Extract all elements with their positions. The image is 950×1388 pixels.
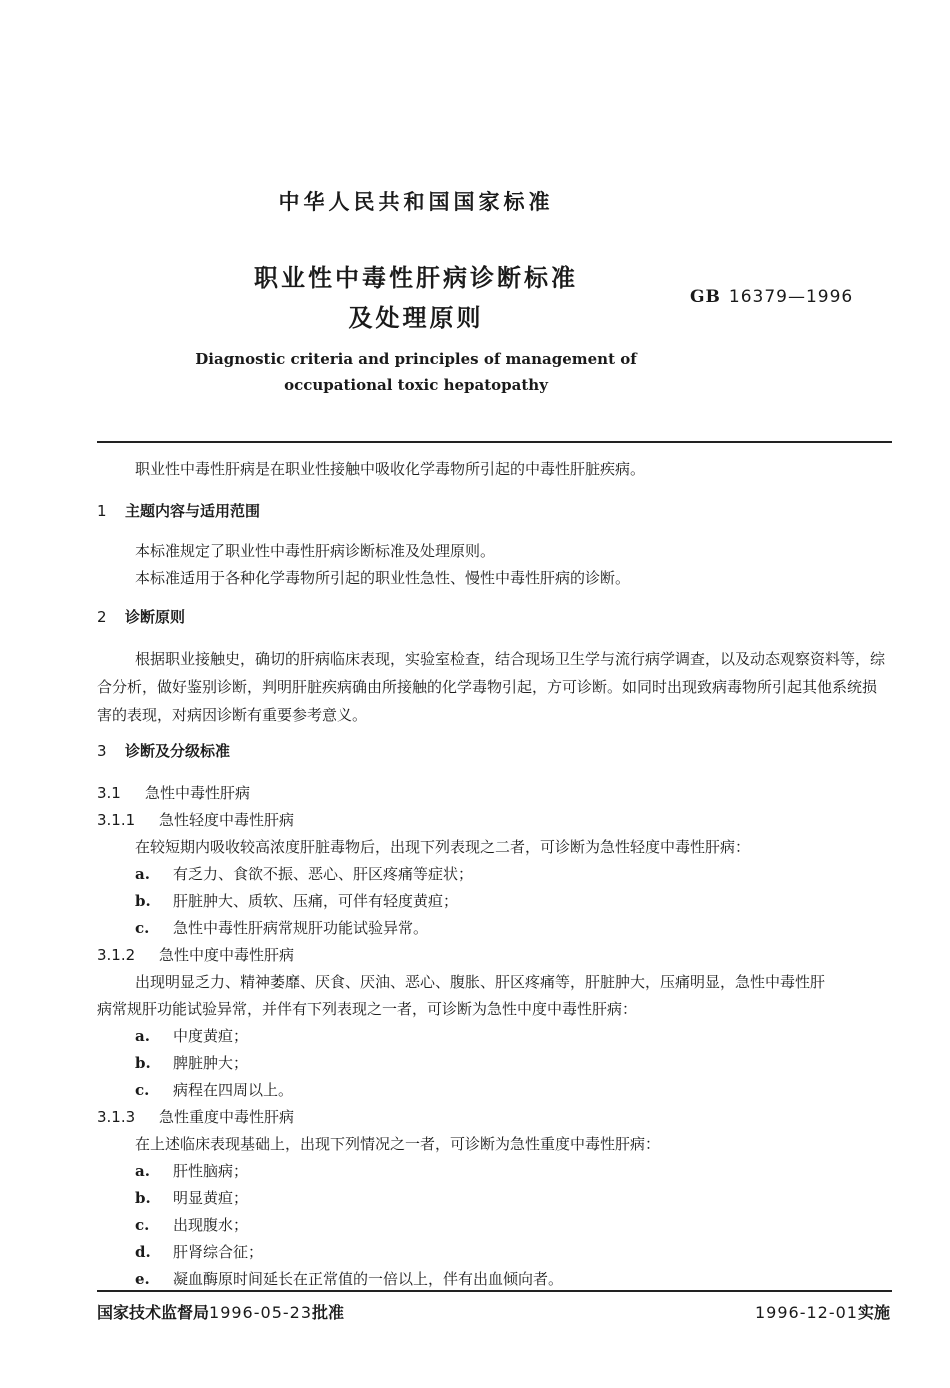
list-text: 肝脏肿大、质软、压痛，可伴有轻度黄疸； bbox=[173, 892, 459, 910]
section-3-1-2-lead-line2: 病常规肝功能试验异常，并伴有下列表现之一者，可诊断为急性中度中毒性肝病： bbox=[97, 1000, 638, 1018]
list-item bbox=[135, 1023, 248, 1050]
section-2-heading bbox=[97, 606, 185, 627]
section-3-number: 3 bbox=[97, 742, 107, 760]
section-1-title: 主题内容与适用范围 bbox=[125, 502, 261, 520]
section-3-1-1-heading bbox=[97, 807, 294, 834]
list-marker: b. bbox=[135, 892, 151, 910]
list-marker: e. bbox=[135, 1270, 150, 1288]
section-1-paragraph-2: 本标准适用于各种化学毒物所引起的职业性急性、慢性中毒性肝病的诊断。 bbox=[135, 569, 631, 587]
section-3-1-3-title: 急性重度中毒性肝病 bbox=[159, 1108, 295, 1126]
section-3-1-1-title: 急性轻度中毒性肝病 bbox=[159, 811, 295, 829]
list-text: 出现腹水； bbox=[173, 1216, 249, 1234]
section-3-1-number: 3.1 bbox=[97, 784, 121, 802]
list-item bbox=[135, 1050, 248, 1077]
section-3-1-title: 急性中毒性肝病 bbox=[145, 784, 251, 802]
standard-number: 16379—1996 bbox=[728, 287, 854, 307]
list-marker: b. bbox=[135, 1189, 151, 1207]
implementation-info bbox=[755, 1300, 890, 1323]
section-2-paragraph: 根据职业接触史，确切的肝病临床表现，实验室检查，结合现场卫生学与流行病学调查，以及动态观察资料等，综合分析，做好鉴别诊断，判明肝脏疾病确由所接触的化学毒物引起，方可诊断。如同时出现致病毒物所引起其他系统损害的表现，对病因诊断有重要参考意义。 bbox=[97, 650, 886, 724]
list-marker: a. bbox=[135, 865, 150, 883]
list-text: 脾脏肿大； bbox=[173, 1054, 249, 1072]
standard-code bbox=[690, 287, 853, 307]
standard-prefix: GB bbox=[690, 287, 721, 307]
section-1-number: 1 bbox=[97, 502, 107, 520]
list-text: 有乏力、食欲不振、恶心、肝区疼痛等症状； bbox=[173, 865, 474, 883]
national-standard-title: 中华人民共和国国家标准 bbox=[278, 190, 554, 214]
list-marker: a. bbox=[135, 1027, 150, 1045]
list-marker: c. bbox=[135, 1081, 150, 1099]
approval-info bbox=[97, 1300, 344, 1323]
list-item bbox=[135, 915, 428, 942]
header-divider bbox=[97, 441, 892, 443]
list-marker: b. bbox=[135, 1054, 151, 1072]
intro-paragraph: 职业性中毒性肝病是在职业性接触中吸收化学毒物所引起的中毒性肝脏疾病。 bbox=[135, 460, 646, 478]
list-text: 肝性脑病； bbox=[173, 1162, 249, 1180]
section-1-paragraph-1: 本标准规定了职业性中毒性肝病诊断标准及处理原则。 bbox=[135, 542, 496, 560]
list-marker: d. bbox=[135, 1243, 151, 1261]
list-item bbox=[135, 1158, 248, 1185]
section-2-title: 诊断原则 bbox=[125, 608, 186, 626]
footer-divider bbox=[97, 1290, 892, 1292]
list-text: 病程在四周以上。 bbox=[173, 1081, 294, 1099]
list-item bbox=[135, 1266, 563, 1293]
section-2-number: 2 bbox=[97, 608, 107, 626]
list-text: 凝血酶原时间延长在正常值的一倍以上，伴有出血倾向者。 bbox=[173, 1270, 564, 1288]
section-3-1-2-lead-line1: 出现明显乏力、精神萎靡、厌食、厌油、恶心、腹胀、肝区疼痛等，肝脏肿大，压痛明显，急性中毒性肝 bbox=[135, 973, 826, 991]
list-marker: a. bbox=[135, 1162, 150, 1180]
section-3-heading bbox=[97, 740, 230, 761]
section-3-1-3-heading bbox=[97, 1104, 294, 1131]
section-3-1-3-lead: 在上述临床表现基础上，出现下列情况之一者，可诊断为急性重度中毒性肝病： bbox=[135, 1135, 661, 1153]
list-item bbox=[135, 888, 458, 915]
english-title-line2: occupational toxic hepatopathy bbox=[284, 376, 548, 394]
approval-label: 批准 bbox=[312, 1303, 345, 1322]
list-text: 急性中毒性肝病常规肝功能试验异常。 bbox=[173, 919, 429, 937]
section-3-title: 诊断及分级标准 bbox=[125, 742, 231, 760]
document-title-line2: 及处理原则 bbox=[348, 304, 484, 332]
section-3-1-1-lead: 在较短期内吸收较高浓度肝脏毒物后，出现下列表现之二者，可诊断为急性轻度中毒性肝病： bbox=[135, 838, 751, 856]
implementation-label: 实施 bbox=[857, 1303, 890, 1322]
section-3-1-2-heading bbox=[97, 942, 294, 969]
section-3-1-2-title: 急性中度中毒性肝病 bbox=[159, 946, 295, 964]
list-item bbox=[135, 1185, 248, 1212]
section-3-1-3-number: 3.1.3 bbox=[97, 1108, 136, 1126]
list-text: 中度黄疸； bbox=[173, 1027, 249, 1045]
list-marker: c. bbox=[135, 1216, 150, 1234]
implementation-date: 1996-12-01 bbox=[755, 1303, 858, 1322]
list-marker: c. bbox=[135, 919, 150, 937]
list-item bbox=[135, 1077, 293, 1104]
list-item bbox=[135, 1239, 263, 1266]
section-3-1-heading bbox=[97, 780, 250, 807]
issuer: 国家技术监督局 bbox=[97, 1303, 210, 1322]
section-3-1-2-number: 3.1.2 bbox=[97, 946, 136, 964]
document-title-line1: 职业性中毒性肝病诊断标准 bbox=[254, 264, 578, 292]
section-1-heading bbox=[97, 500, 260, 521]
list-item bbox=[135, 861, 473, 888]
list-text: 肝肾综合征； bbox=[173, 1243, 264, 1261]
list-item bbox=[135, 1212, 248, 1239]
section-3-1-1-number: 3.1.1 bbox=[97, 811, 136, 829]
approval-date: 1996-05-23 bbox=[209, 1303, 312, 1322]
list-text: 明显黄疸； bbox=[173, 1189, 249, 1207]
english-title-line1: Diagnostic criteria and principles of management of bbox=[195, 350, 637, 368]
